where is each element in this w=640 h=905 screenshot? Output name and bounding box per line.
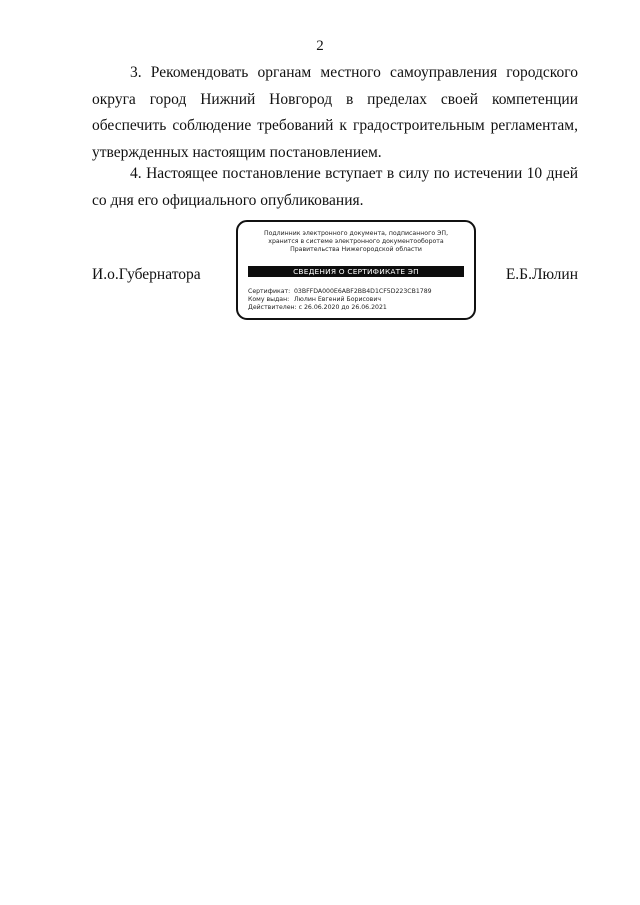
paragraph-4: [92, 161, 578, 214]
page-number: 2: [316, 38, 324, 54]
issued-to-row: [248, 296, 432, 304]
stamp-header-line: Правительства Нижегородской области: [290, 246, 422, 253]
issued-to-label: Кому выдан:: [248, 296, 290, 303]
certificate-label: Сертификат:: [248, 288, 291, 295]
paragraph-3: [92, 60, 578, 166]
stamp-header-line: Подлинник электронного документа, подписанного ЭП,: [263, 230, 449, 237]
certificate-row: [248, 288, 432, 296]
issued-to-value: Люлин Евгений Борисович: [294, 296, 382, 303]
paragraph-3-text: 3. Рекомендовать органам местного самоуправления городского округа город Нижний Новгород в пределах своей компетенции обеспечить соблюдение требований к градостроительным регламентам, утвержденных настоящим постановлением.: [92, 64, 578, 161]
signatory-name: Е.Б.Люлин: [505, 266, 578, 283]
stamp-details: [248, 288, 432, 312]
stamp-header-line: хранится в системе электронного документооборота: [268, 238, 444, 245]
stamp-header: [238, 230, 474, 254]
validity-text: Действителен: с 26.06.2020 до 26.06.2021: [248, 304, 387, 311]
validity-row: [248, 304, 432, 312]
certificate-value: 03BFFDA000E6ABF2BB4D1CF5D223CB1789: [294, 288, 432, 295]
paragraph-4-text: 4. Настоящее постановление вступает в силу по истечении 10 дней со дня его официального опубликования.: [92, 165, 578, 209]
stamp-title-bar: СВЕДЕНИЯ О СЕРТИФИКАТЕ ЭП: [248, 266, 464, 277]
signatory-position: И.о.Губернатора: [92, 266, 201, 283]
electronic-signature-stamp: [236, 220, 476, 320]
